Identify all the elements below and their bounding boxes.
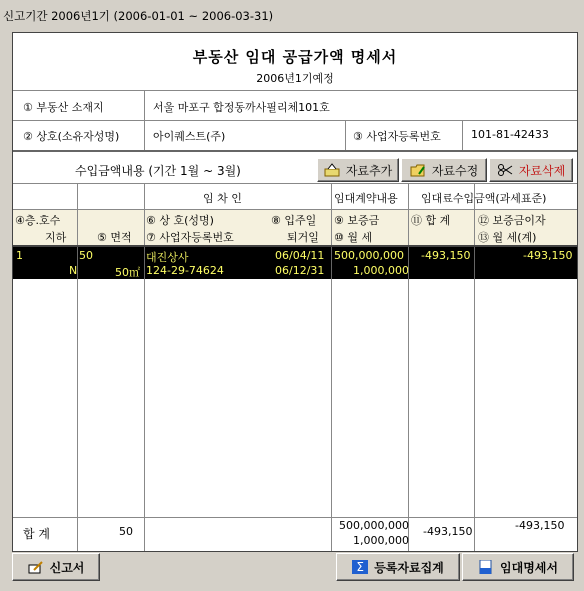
scissors-icon bbox=[497, 163, 513, 177]
cell-area: 50㎡ bbox=[115, 266, 140, 279]
totals-monthly: 1,000,000 bbox=[353, 534, 409, 547]
location-value: 서울 마포구 합정동까사필리체101호 bbox=[153, 101, 330, 114]
company-value: 아이퀘스트(주) bbox=[153, 130, 226, 143]
aggregate-button[interactable] bbox=[336, 553, 460, 581]
bizno-header: ⑦ 사업자등록번호 bbox=[146, 231, 234, 244]
cell-move-out: 06/12/31 bbox=[275, 264, 325, 277]
report-label: 신고서 bbox=[49, 560, 85, 575]
page-title: 부동산 임대 공급가액 명세서 bbox=[192, 48, 398, 66]
floor-header: ④층.호수 bbox=[15, 214, 61, 227]
totals-deposit: 500,000,000 bbox=[339, 519, 409, 532]
monthly-tax-header: ⑬ 월 세(계) bbox=[478, 231, 537, 244]
lease-contract-header: 임대계약내용 bbox=[334, 192, 398, 205]
edit-data-label: 자료수정 bbox=[431, 163, 479, 178]
monthly-header: ⑩ 월 세 bbox=[334, 231, 373, 244]
cell-move-in: 06/04/11 bbox=[275, 249, 325, 262]
totals-total: -493,150 bbox=[423, 525, 473, 538]
cell-interest: -493,150 bbox=[523, 249, 573, 262]
bizno-value: 101-81-42433 bbox=[471, 128, 549, 141]
add-data-button[interactable] bbox=[317, 158, 399, 182]
totals-label: 합 계 bbox=[23, 527, 50, 541]
company-label: ② 상호(소유자성명) bbox=[23, 130, 120, 143]
cell-name: 대진상사 bbox=[146, 251, 189, 264]
document-icon bbox=[478, 560, 494, 574]
totals-interest: -493,150 bbox=[515, 519, 565, 532]
report-button[interactable] bbox=[12, 553, 100, 581]
cell-basement: N bbox=[69, 264, 78, 277]
rent-income-header: 임대료수입금액(과세표준) bbox=[421, 192, 547, 205]
name-header: ⑥ 상 호(성명) bbox=[146, 214, 214, 227]
statement-label: 임대명세서 bbox=[500, 560, 558, 575]
add-icon bbox=[324, 163, 340, 177]
statement-frame bbox=[12, 32, 578, 552]
page-subtitle: 2006년1기예정 bbox=[256, 72, 334, 85]
cell-floor-no: 50 bbox=[79, 249, 93, 262]
aggregate-label: 등록자료집계 bbox=[374, 560, 444, 575]
move-out-header: 퇴거일 bbox=[287, 231, 319, 244]
cell-monthly: 1,000,000 bbox=[353, 264, 409, 277]
statement-button[interactable] bbox=[462, 553, 574, 581]
delete-data-button[interactable] bbox=[489, 158, 573, 182]
delete-data-label: 자료삭제 bbox=[518, 163, 566, 178]
cell-floor: 1 bbox=[16, 249, 23, 262]
income-label: 수입금액내용 (기간 1월 ~ 3월) bbox=[75, 164, 241, 178]
table-row[interactable] bbox=[13, 247, 577, 279]
lessee-header: 임 차 인 bbox=[203, 192, 242, 205]
basement-header: 지하 bbox=[45, 231, 67, 244]
move-in-header: ⑧ 입주일 bbox=[271, 214, 317, 227]
deposit-interest-header: ⑫ 보증금이자 bbox=[478, 214, 546, 227]
totals-area: 50 bbox=[119, 525, 133, 538]
pencil-icon bbox=[28, 560, 44, 574]
folder-edit-icon bbox=[410, 163, 426, 177]
total-header: ⑪ 합 계 bbox=[411, 214, 451, 227]
sigma-icon: Σ bbox=[352, 560, 368, 574]
cell-total: -493,150 bbox=[421, 249, 471, 262]
location-label: ① 부동산 소재지 bbox=[23, 101, 104, 114]
add-data-label: 자료추가 bbox=[345, 163, 393, 178]
cell-deposit: 500,000,000 bbox=[334, 249, 404, 262]
period-label: 신고기간 2006년1기 (2006-01-01 ~ 2006-03-31) bbox=[3, 9, 274, 23]
bizno-label: ③ 사업자등록번호 bbox=[353, 130, 441, 143]
deposit-header: ⑨ 보증금 bbox=[334, 214, 380, 227]
cell-bizno: 124-29-74624 bbox=[146, 264, 224, 277]
edit-data-button[interactable] bbox=[401, 158, 487, 182]
area-header: ⑤ 면적 bbox=[97, 231, 132, 244]
